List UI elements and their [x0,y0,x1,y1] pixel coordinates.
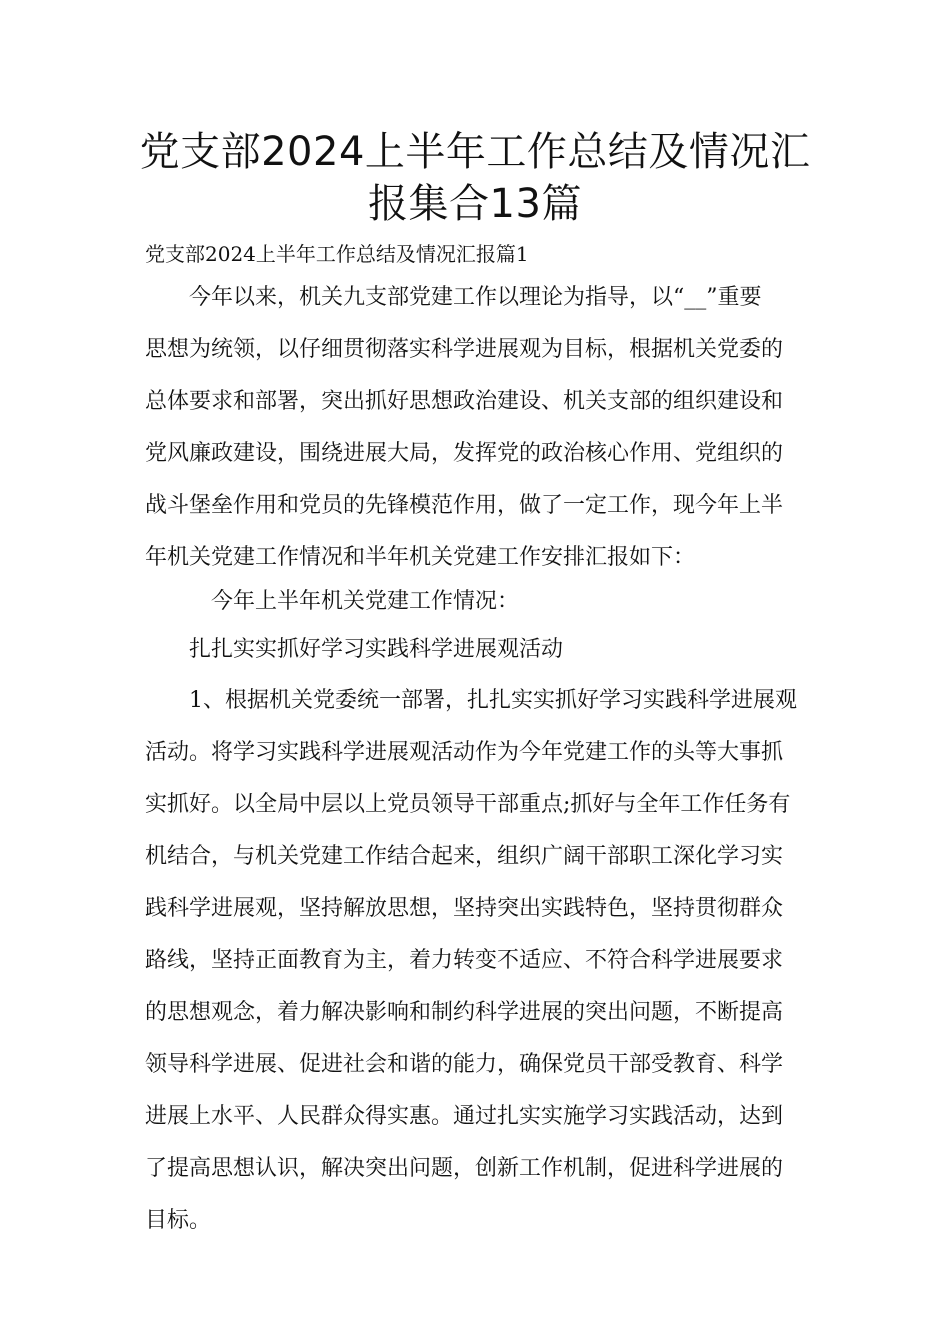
paragraph-line: 活动。将学习实践科学进展观活动作为今年党建工作的头等大事抓 [145,740,784,765]
intro-paragraph [145,272,815,584]
document-title [100,126,850,230]
title-line: 党支部2024上半年工作总结及情况汇 [139,129,811,175]
paragraph-line: 战斗堡垒作用和党员的先锋模范作用，做了一定工作，现今年上半 [145,493,784,518]
section-heading [145,576,815,628]
paragraph-line: 1、根据机关党委统一部署，扎扎实实抓好学习实践科学进展观 [189,688,797,713]
document-subtitle: 党支部2024上半年工作总结及情况汇报篇1 [145,242,529,266]
paragraph-line: 了提高思想认识，解决突出问题，创新工作机制，促进科学进展的 [145,1156,784,1181]
title-line: 报集合13篇 [368,181,582,227]
paragraph-line: 党风廉政建设，围绕进展大局，发挥党的政治核心作用、党组织的 [145,441,784,466]
paragraph-line: 思想为统领，以仔细贯彻落实科学进展观为目标，根据机关党委的 [145,337,784,362]
paragraph-line: 进展上水平、人民群众得实惠。通过扎实实施学习实践活动，达到 [145,1104,784,1129]
paragraph-line: 领导科学进展、促进社会和谐的能力，确保党员干部受教育、科学 [145,1052,784,1077]
paragraph-line: 年机关党建工作情况和半年机关党建工作安排汇报如下： [145,545,696,570]
sub-heading [145,624,815,676]
sub-heading-text: 扎扎实实抓好学习实践科学进展观活动 [189,637,564,662]
paragraph-line: 践科学进展观，坚持解放思想，坚持突出实践特色，坚持贯彻群众 [145,896,784,921]
paragraph-line: 今年以来，机关九支部党建工作以理论为指导，以“__”重要 [189,285,762,310]
item-1-paragraph [145,675,815,1247]
paragraph-line: 总体要求和部署，突出抓好思想政治建设、机关支部的组织建设和 [145,389,784,414]
paragraph-line: 目标。 [145,1208,212,1233]
paragraph-line: 机结合，与机关党建工作结合起来，组织广阔干部职工深化学习实 [145,844,784,869]
paragraph-line: 实抓好。以全局中层以上党员领导干部重点;抓好与全年工作任务有 [145,792,791,817]
section-heading-text: 今年上半年机关党建工作情况： [211,589,520,614]
paragraph-line: 的思想观念，着力解决影响和制约科学进展的突出问题，不断提高 [145,1000,784,1025]
paragraph-line: 路线，坚持正面教育为主，着力转变不适应、不符合科学进展要求 [145,948,784,973]
